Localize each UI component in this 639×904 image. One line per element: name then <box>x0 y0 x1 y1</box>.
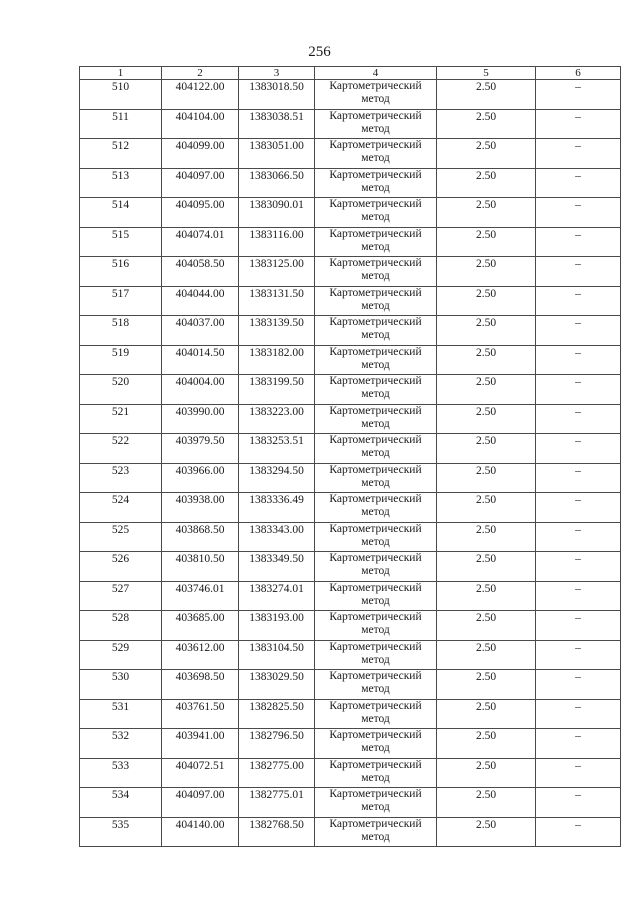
note-cell: – <box>536 611 621 641</box>
method-cell: Картометрический метод <box>315 670 437 700</box>
column-header: 5 <box>437 67 536 80</box>
table-row <box>80 493 621 523</box>
table-row <box>80 817 621 847</box>
accuracy-cell: 2.50 <box>437 817 536 847</box>
accuracy-cell: 2.50 <box>437 286 536 316</box>
table-row <box>80 345 621 375</box>
x-coordinate-cell: 404095.00 <box>162 198 239 228</box>
note-cell: – <box>536 670 621 700</box>
accuracy-cell: 2.50 <box>437 404 536 434</box>
note-cell: – <box>536 286 621 316</box>
x-coordinate-cell: 404097.00 <box>162 788 239 818</box>
method-cell: Картометрический метод <box>315 375 437 405</box>
y-coordinate-cell: 1383018.50 <box>239 80 315 110</box>
point-number-cell: 525 <box>80 522 162 552</box>
x-coordinate-cell: 403810.50 <box>162 552 239 582</box>
point-number-cell: 526 <box>80 552 162 582</box>
note-cell: – <box>536 109 621 139</box>
note-cell: – <box>536 404 621 434</box>
method-cell: Картометрический метод <box>315 758 437 788</box>
x-coordinate-cell: 403938.00 <box>162 493 239 523</box>
y-coordinate-cell: 1383349.50 <box>239 552 315 582</box>
method-cell: Картометрический метод <box>315 168 437 198</box>
y-coordinate-cell: 1382775.00 <box>239 758 315 788</box>
note-cell: – <box>536 493 621 523</box>
point-number-cell: 514 <box>80 198 162 228</box>
accuracy-cell: 2.50 <box>437 522 536 552</box>
method-cell: Картометрический метод <box>315 493 437 523</box>
point-number-cell: 519 <box>80 345 162 375</box>
table-row <box>80 640 621 670</box>
column-header: 2 <box>162 67 239 80</box>
x-coordinate-cell: 403979.50 <box>162 434 239 464</box>
point-number-cell: 529 <box>80 640 162 670</box>
note-cell: – <box>536 817 621 847</box>
accuracy-cell: 2.50 <box>437 729 536 759</box>
accuracy-cell: 2.50 <box>437 316 536 346</box>
x-coordinate-cell: 403698.50 <box>162 670 239 700</box>
note-cell: – <box>536 80 621 110</box>
table-row <box>80 758 621 788</box>
table-row <box>80 670 621 700</box>
table-row <box>80 611 621 641</box>
point-number-cell: 532 <box>80 729 162 759</box>
y-coordinate-cell: 1383336.49 <box>239 493 315 523</box>
accuracy-cell: 2.50 <box>437 257 536 287</box>
note-cell: – <box>536 227 621 257</box>
x-coordinate-cell: 403868.50 <box>162 522 239 552</box>
y-coordinate-cell: 1383116.00 <box>239 227 315 257</box>
y-coordinate-cell: 1382796.50 <box>239 729 315 759</box>
column-header: 6 <box>536 67 621 80</box>
method-cell: Картометрический метод <box>315 434 437 464</box>
table-row <box>80 139 621 169</box>
note-cell: – <box>536 699 621 729</box>
method-cell: Картометрический метод <box>315 109 437 139</box>
point-number-cell: 527 <box>80 581 162 611</box>
note-cell: – <box>536 758 621 788</box>
column-header: 4 <box>315 67 437 80</box>
point-number-cell: 515 <box>80 227 162 257</box>
table-header-row <box>80 67 621 80</box>
x-coordinate-cell: 404122.00 <box>162 80 239 110</box>
y-coordinate-cell: 1383104.50 <box>239 640 315 670</box>
accuracy-cell: 2.50 <box>437 758 536 788</box>
y-coordinate-cell: 1383051.00 <box>239 139 315 169</box>
point-number-cell: 510 <box>80 80 162 110</box>
y-coordinate-cell: 1383182.00 <box>239 345 315 375</box>
point-number-cell: 523 <box>80 463 162 493</box>
y-coordinate-cell: 1383066.50 <box>239 168 315 198</box>
accuracy-cell: 2.50 <box>437 375 536 405</box>
table-row <box>80 522 621 552</box>
point-number-cell: 516 <box>80 257 162 287</box>
method-cell: Картометрический метод <box>315 699 437 729</box>
table-row <box>80 434 621 464</box>
table-row <box>80 227 621 257</box>
accuracy-cell: 2.50 <box>437 640 536 670</box>
method-cell: Картометрический метод <box>315 198 437 228</box>
method-cell: Картометрический метод <box>315 139 437 169</box>
note-cell: – <box>536 522 621 552</box>
y-coordinate-cell: 1383029.50 <box>239 670 315 700</box>
method-cell: Картометрический метод <box>315 729 437 759</box>
table-row <box>80 80 621 110</box>
point-number-cell: 535 <box>80 817 162 847</box>
accuracy-cell: 2.50 <box>437 168 536 198</box>
accuracy-cell: 2.50 <box>437 611 536 641</box>
accuracy-cell: 2.50 <box>437 788 536 818</box>
x-coordinate-cell: 403761.50 <box>162 699 239 729</box>
method-cell: Картометрический метод <box>315 80 437 110</box>
y-coordinate-cell: 1383193.00 <box>239 611 315 641</box>
method-cell: Картометрический метод <box>315 817 437 847</box>
method-cell: Картометрический метод <box>315 552 437 582</box>
page-number: 256 <box>308 44 331 60</box>
y-coordinate-cell: 1383038.51 <box>239 109 315 139</box>
accuracy-cell: 2.50 <box>437 139 536 169</box>
accuracy-cell: 2.50 <box>437 463 536 493</box>
y-coordinate-cell: 1383294.50 <box>239 463 315 493</box>
y-coordinate-cell: 1382825.50 <box>239 699 315 729</box>
y-coordinate-cell: 1383090.01 <box>239 198 315 228</box>
x-coordinate-cell: 403966.00 <box>162 463 239 493</box>
x-coordinate-cell: 404044.00 <box>162 286 239 316</box>
method-cell: Картометрический метод <box>315 522 437 552</box>
point-number-cell: 533 <box>80 758 162 788</box>
note-cell: – <box>536 139 621 169</box>
note-cell: – <box>536 168 621 198</box>
point-number-cell: 517 <box>80 286 162 316</box>
accuracy-cell: 2.50 <box>437 552 536 582</box>
table-row <box>80 375 621 405</box>
point-number-cell: 524 <box>80 493 162 523</box>
point-number-cell: 528 <box>80 611 162 641</box>
note-cell: – <box>536 345 621 375</box>
table-row <box>80 581 621 611</box>
y-coordinate-cell: 1382775.01 <box>239 788 315 818</box>
point-number-cell: 518 <box>80 316 162 346</box>
method-cell: Картометрический метод <box>315 640 437 670</box>
accuracy-cell: 2.50 <box>437 670 536 700</box>
table-row <box>80 552 621 582</box>
accuracy-cell: 2.50 <box>437 345 536 375</box>
y-coordinate-cell: 1383253.51 <box>239 434 315 464</box>
point-number-cell: 530 <box>80 670 162 700</box>
x-coordinate-cell: 403746.01 <box>162 581 239 611</box>
table-row <box>80 109 621 139</box>
x-coordinate-cell: 404037.00 <box>162 316 239 346</box>
note-cell: – <box>536 316 621 346</box>
table-row <box>80 729 621 759</box>
x-coordinate-cell: 404104.00 <box>162 109 239 139</box>
table-row <box>80 788 621 818</box>
y-coordinate-cell: 1383131.50 <box>239 286 315 316</box>
method-cell: Картометрический метод <box>315 611 437 641</box>
column-header: 1 <box>80 67 162 80</box>
table-row <box>80 699 621 729</box>
note-cell: – <box>536 640 621 670</box>
table-row <box>80 168 621 198</box>
method-cell: Картометрический метод <box>315 316 437 346</box>
y-coordinate-cell: 1383343.00 <box>239 522 315 552</box>
x-coordinate-cell: 404099.00 <box>162 139 239 169</box>
table-row <box>80 286 621 316</box>
y-coordinate-cell: 1383125.00 <box>239 257 315 287</box>
method-cell: Картометрический метод <box>315 257 437 287</box>
y-coordinate-cell: 1382768.50 <box>239 817 315 847</box>
x-coordinate-cell: 403941.00 <box>162 729 239 759</box>
accuracy-cell: 2.50 <box>437 198 536 228</box>
note-cell: – <box>536 257 621 287</box>
x-coordinate-cell: 404140.00 <box>162 817 239 847</box>
table-row <box>80 316 621 346</box>
accuracy-cell: 2.50 <box>437 581 536 611</box>
accuracy-cell: 2.50 <box>437 227 536 257</box>
table-row <box>80 257 621 287</box>
point-number-cell: 520 <box>80 375 162 405</box>
method-cell: Картометрический метод <box>315 463 437 493</box>
point-number-cell: 511 <box>80 109 162 139</box>
point-number-cell: 521 <box>80 404 162 434</box>
x-coordinate-cell: 403685.00 <box>162 611 239 641</box>
note-cell: – <box>536 788 621 818</box>
x-coordinate-cell: 404058.50 <box>162 257 239 287</box>
note-cell: – <box>536 463 621 493</box>
accuracy-cell: 2.50 <box>437 699 536 729</box>
note-cell: – <box>536 375 621 405</box>
table-row <box>80 198 621 228</box>
method-cell: Картометрический метод <box>315 404 437 434</box>
method-cell: Картометрический метод <box>315 227 437 257</box>
accuracy-cell: 2.50 <box>437 80 536 110</box>
point-number-cell: 531 <box>80 699 162 729</box>
method-cell: Картометрический метод <box>315 286 437 316</box>
x-coordinate-cell: 404014.50 <box>162 345 239 375</box>
note-cell: – <box>536 729 621 759</box>
table-row <box>80 404 621 434</box>
method-cell: Картометрический метод <box>315 581 437 611</box>
accuracy-cell: 2.50 <box>437 493 536 523</box>
note-cell: – <box>536 198 621 228</box>
y-coordinate-cell: 1383223.00 <box>239 404 315 434</box>
point-number-cell: 534 <box>80 788 162 818</box>
point-number-cell: 522 <box>80 434 162 464</box>
point-number-cell: 512 <box>80 139 162 169</box>
y-coordinate-cell: 1383274.01 <box>239 581 315 611</box>
note-cell: – <box>536 581 621 611</box>
accuracy-cell: 2.50 <box>437 109 536 139</box>
y-coordinate-cell: 1383139.50 <box>239 316 315 346</box>
note-cell: – <box>536 552 621 582</box>
table-row <box>80 463 621 493</box>
point-number-cell: 513 <box>80 168 162 198</box>
x-coordinate-cell: 403612.00 <box>162 640 239 670</box>
x-coordinate-cell: 404074.01 <box>162 227 239 257</box>
column-header: 3 <box>239 67 315 80</box>
y-coordinate-cell: 1383199.50 <box>239 375 315 405</box>
coordinates-table <box>79 66 621 847</box>
note-cell: – <box>536 434 621 464</box>
x-coordinate-cell: 404097.00 <box>162 168 239 198</box>
x-coordinate-cell: 403990.00 <box>162 404 239 434</box>
accuracy-cell: 2.50 <box>437 434 536 464</box>
x-coordinate-cell: 404072.51 <box>162 758 239 788</box>
method-cell: Картометрический метод <box>315 788 437 818</box>
x-coordinate-cell: 404004.00 <box>162 375 239 405</box>
method-cell: Картометрический метод <box>315 345 437 375</box>
